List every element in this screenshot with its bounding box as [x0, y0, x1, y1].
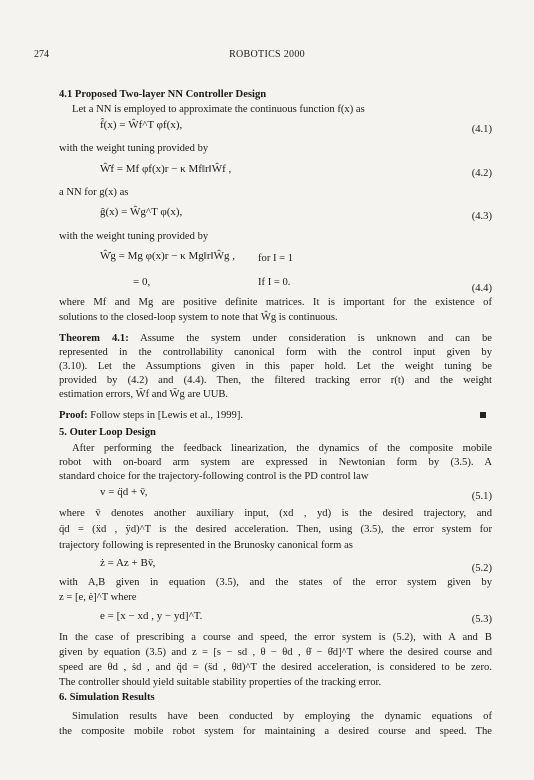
paragraph-line: given by equation (3.5) and z = [s − sd , θ − θd , θ̇ − θ̇d]^T where the desired course and: [59, 647, 492, 658]
proof-label: Proof:: [59, 410, 88, 421]
paragraph-line: Simulation results have been conducted by employing the dynamic equations of: [72, 711, 492, 722]
paragraph-line: z = [e, ė]^T where: [59, 592, 137, 603]
equation-number: (5.1): [471, 491, 492, 502]
theorem-line: provided by (4.2) and (4.4). Then, the filtered tracking error r(t) and the weight: [59, 375, 492, 386]
paragraph-line: standard choice for the trajectory-following control is the PD control law: [59, 471, 369, 482]
equation-number: (5.2): [471, 563, 492, 574]
equation-number: (4.2): [471, 168, 492, 179]
equation-number: (4.1): [471, 124, 492, 135]
paragraph-line: the composite mobile robot system for maintaining a desired course and speed. The: [59, 726, 492, 737]
equation-number: (4.3): [471, 211, 492, 222]
running-title: ROBOTICS 2000: [229, 49, 305, 60]
equation-4-3: ĝ(x) = Ŵg^T φ(x),: [100, 206, 183, 218]
section-5-heading: 5. Outer Loop Design: [59, 427, 156, 438]
qed-mark: [480, 412, 486, 418]
paragraph-line: Let a NN is employed to approximate the continuous function f(x) as: [72, 104, 365, 115]
equation-number: (5.3): [471, 614, 492, 625]
paragraph-line: with the weight tuning provided by: [59, 231, 209, 242]
equation-number: (4.4): [471, 283, 492, 294]
paragraph-line: speed are θd , ṡd , and q̈d = (s̈d , θ̈d)^T the desired acceleration, is considered to be zero.: [59, 662, 492, 673]
equation-condition: for I = 1: [258, 253, 294, 264]
theorem-label: Theorem 4.1:: [59, 333, 129, 344]
equation-4-2: Ŵ̇f = Mf φf(x)r − κ Mf‖r‖Ŵf ,: [100, 163, 232, 175]
paragraph-line: with the weight tuning provided by: [59, 143, 209, 154]
paragraph-line: The controller should yield suitable stability properties of the tracking error.: [59, 677, 382, 688]
paragraph-line: where v̄ denotes another auxiliary input, (xd , yd) is the desired trajectory, and: [59, 508, 492, 519]
theorem-line: [59, 332, 492, 345]
proof-line: [59, 409, 243, 422]
paragraph-line: with A,B given in equation (3.5), and the states of the error system given by: [59, 577, 492, 588]
paragraph-line: In the case of prescribing a course and speed, the error system is (5.2), with A and B: [59, 632, 492, 643]
paragraph-line: robot with on-board arm system are expressed in Newtonian form by (3.5). A: [59, 457, 492, 468]
paragraph-line: After performing the feedback linearization, the dynamics of the composite mobile: [72, 443, 492, 454]
equation-4-1: f̂(x) = Ŵf^T φf(x),: [100, 119, 183, 131]
equation-5-2: ż = Az + Bv̄,: [100, 557, 156, 569]
theorem-line: estimation errors, W̃f and W̃g are UUB.: [59, 389, 229, 400]
paragraph-line: q̈d = (ẍd , ÿd)^T is the desired acceleration. Then, using (3.5), the error system for: [59, 524, 492, 535]
theorem-line: (3.10). Let the Assumptions given in this paper hold. Let the weight tuning be: [59, 361, 492, 372]
proof-text: Follow steps in [Lewis et al., 1999].: [90, 410, 244, 421]
equation-4-4a: Ŵ̇g = Mg φ(x)r − κ Mg‖r‖Ŵg ,: [100, 250, 235, 262]
equation-5-1: v = q̈d + v̄,: [100, 486, 148, 498]
equation-condition: If I = 0.: [258, 277, 291, 288]
section-6-heading: 6. Simulation Results: [59, 692, 155, 703]
page-number: 274: [34, 49, 49, 60]
paragraph-line: where Mf and Mg are positive definite matrices. It is important for the existence of: [59, 297, 492, 308]
paragraph-line: trajectory following is represented in the Brunosky canonical form as: [59, 540, 353, 551]
paragraph-line: a NN for g(x) as: [59, 187, 129, 198]
theorem-text: Assume the system under consideration is unknown and can be: [140, 333, 492, 344]
equation-4-4b: = 0,: [133, 276, 151, 288]
section-4-1-heading: 4.1 Proposed Two-layer NN Controller Design: [59, 89, 267, 100]
theorem-line: represented in the controllability canonical form with the control input given by: [59, 347, 492, 358]
paragraph-line: solutions to the closed-loop system to note that Ŵg is continuous.: [59, 312, 338, 323]
equation-5-3: e = [x − xd , y − yd]^T.: [100, 610, 203, 622]
